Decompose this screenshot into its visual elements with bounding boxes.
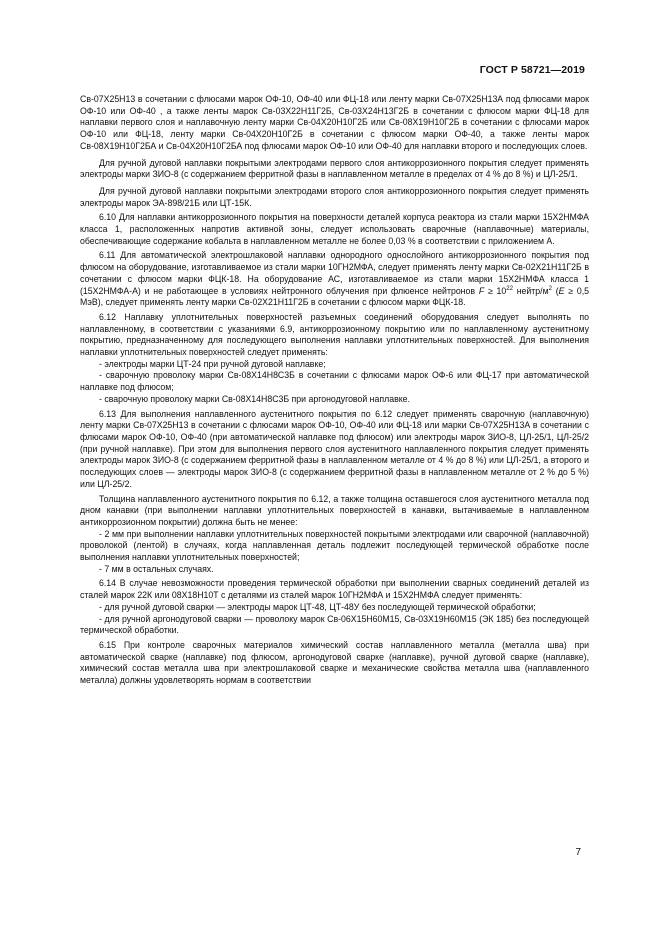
document-body (80, 94, 589, 687)
energy-relation: ≥ 0,5 МэВ), следует применять ленту марки Св-02Х21Н11Г2Б в сочетании с флюсом марки ФЦК-18. (80, 285, 589, 308)
fluence-variable: F (478, 285, 485, 296)
page-number: 7 (575, 847, 581, 858)
energy-open: ( (551, 285, 559, 296)
list-item-wire-argon: - сварочную проволоку марки Св-08Х14Н8С3Б при аргонодуговой наплавке. (99, 393, 410, 404)
paragraph-6-14: 6.14 В случае невозможности проведения термической обработки при выполнении сварных соединений деталей из сталей марок 22К или 08Х18Н10Т с деталями из сталей марок 10ГН2МФА и 15Х2НМФА следует применять: (80, 578, 589, 601)
paragraph-second-layer-electrodes: Для ручной дуговой наплавки покрытыми электродами второго слоя антикоррозионного покрытия следует применять электроды марок ЭА-898/21Б или ЦТ-15К. (80, 185, 589, 208)
document-number-header: ГОСТ Р 58721—2019 (479, 64, 585, 76)
list-item-7mm: - 7 мм в остальных случаях. (99, 563, 214, 574)
paragraph-6-11-text: 6.11 Для автоматической электрошлаковой наплавки однородного однослойного антикоррозионного покрытия под флюсом на оборудование, изготавливаемое из стали марки 10ГН2МФА, следует применять ленту марки Св-02Х21Н11Г2Б в сочетании с флюсом марки ФЦК-18. На оборудование АС, изготавливаемое из стали марки 15Х2НМФА класса 1 (15Х2НМФА-А) и не работающее в условиях нейтронного облучения при флюенсе нейтронов (80, 250, 589, 296)
energy-variable: E (558, 285, 565, 296)
list-item-manual-argon: - для ручной аргонодуговой сварки — проволоку марок Св-06Х15Н60М15, Св-03Х19Н60М15 (ЭК 185) без последующей термической обработки. (80, 613, 589, 636)
fluence-unit-exponent: 2 (548, 285, 552, 292)
paragraph-6-12: 6.12 Наплавку уплотнительных поверхностей разъемных соединений оборудования следует выполнять по наплавленному, в соответствии с указаниями 6.9, антикоррозионному покрытию или по наплавленному аустенитному покрытию, предназначенному для последующего выполнения наплавки уплотнительных поверхностей. Для выполнения наплавки уплотнительных поверхностей следует применять: (80, 311, 589, 358)
list-item-wire-flux: - сварочную проволоку марки Св-08Х14Н8С3Б в сочетании с флюсами марок ОФ-6 или ФЦ-17 при автоматической наплавке под флюсом; (80, 370, 589, 393)
paragraph-6-11 (80, 250, 589, 309)
list-item-2mm: - 2 мм при выполнении наплавки уплотнительных поверхностей покрытыми электродами или сварочной (наплавочной) проволокой (лентой) в случаях, когда наплавленная деталь подлежит последующей термической обработке после выполнения наплавки уплотнительных поверхностей; (80, 528, 589, 563)
paragraph-6-10: 6.10 Для наплавки антикоррозионного покрытия на поверхности деталей корпуса реактора из стали марки 15Х2НМФА класса 1, расположенных напротив активной зоны, следует использовать сварочные (наплавочные) материалы, обеспечивающие содержание кобальта в наплавленном металле не более 0,03 % в соответствии с приложением А. (80, 212, 589, 246)
fluence-unit: нейтр/м (512, 285, 549, 296)
list-item-electrodes-ct24: - электроды марки ЦТ-24 при ручной дуговой наплавке; (99, 358, 326, 369)
fluence-relation: ≥ 10 (484, 285, 507, 296)
paragraph-first-layer-electrodes: Для ручной дуговой наплавки покрытыми электродами первого слоя антикоррозионного покрытия следует применять электроды марки ЗИО-8 (с содержанием ферритной фазы в наплавленном металле в пределах от 4 % до 8 %) и ЦЛ-25/1. (80, 157, 589, 180)
paragraph-6-13: 6.13 Для выполнения наплавленного аустенитного покрытия по 6.12 следует применять сварочную (наплавочную) ленту марки Св-07Х25Н13 в сочетании с флюсами марок ОФ-10, ОФ-40 или ФЦ-18 или марки Св-07Х25Н13А в сочетании с флюсами марок ОФ-10, ОФ-40 (при автоматической наплавке под флюсом) или электроды марок ЗИО-8, ЦЛ-25/1, ЦЛ-25/2 (при ручной наплавке). При этом для выполнения первого слоя аустенитного наплавленного покрытия следует применять электроды марок ЗИО-8 (с содержанием ферритной фазы в наплавленном металле от 4 % до 8 %) или ЦЛ-25/1, а второго и последующих слоев — электроды марок ЗИО-8 (с содержанием ферритной фазы в наплавленном металле от 2 % до 5 %) или ЦЛ-25/2. (80, 408, 589, 489)
fluence-exponent: 22 (506, 285, 513, 292)
paragraph-continuation: Св-07Х25Н13 в сочетании с флюсами марок ОФ-10, ОФ-40 или ФЦ-18 или ленту марки Св-07Х25Н13А под флюсами марок ОФ-10 или ОФ-40 , а также ленты марок Св-03Х22Н11Г2Б, Св-03Х24Н13Г2Б в сочетании с флюсом марки ФЦ-18 для наплавки первого слоя и наплавочную ленту марки Св-04Х20Н10Г2Б или Св-08Х19Н10Г2Б в сочетании с флюсами марок ОФ-10 или ФЦ-18, ленту марки Св-04Х20Н10Г2Б в сочетании с флюсом марки ОФ-40, а также ленты марок Св-08Х19Н10Г2БА и Св-04Х20Н10Г2БА под флюсами марок ОФ-10 или ОФ-40 для наплавки второго и последующих слоев. (80, 94, 589, 151)
list-item-manual-arc: - для ручной дуговой сварки — электроды марок ЦТ-48, ЦТ-48У без последующей термической обработки; (99, 601, 536, 612)
paragraph-6-15: 6.15 При контроле сварочных материалов химический состав наплавленного металла (металла шва) при автоматической сварке (наплавке) под флюсом, аргонодуговой сварке (наплавке), ручной дуговой сварке (наплавке), химический состав металла шва при электрошлаковой сварке и механические свойства металла шва (наплавленного металла) должны удовлетворять нормам в соответствии (80, 639, 589, 686)
paragraph-thickness: Толщина наплавленного аустенитного покрытия по 6.12, а также толщина оставшегося слоя аустенитного металла под дном канавки (при выполнении наплавки уплотнительных поверхностей в канавки, вытачиваемые в наплавленном антикоррозионном покрытии) должна быть не менее: (80, 493, 589, 527)
